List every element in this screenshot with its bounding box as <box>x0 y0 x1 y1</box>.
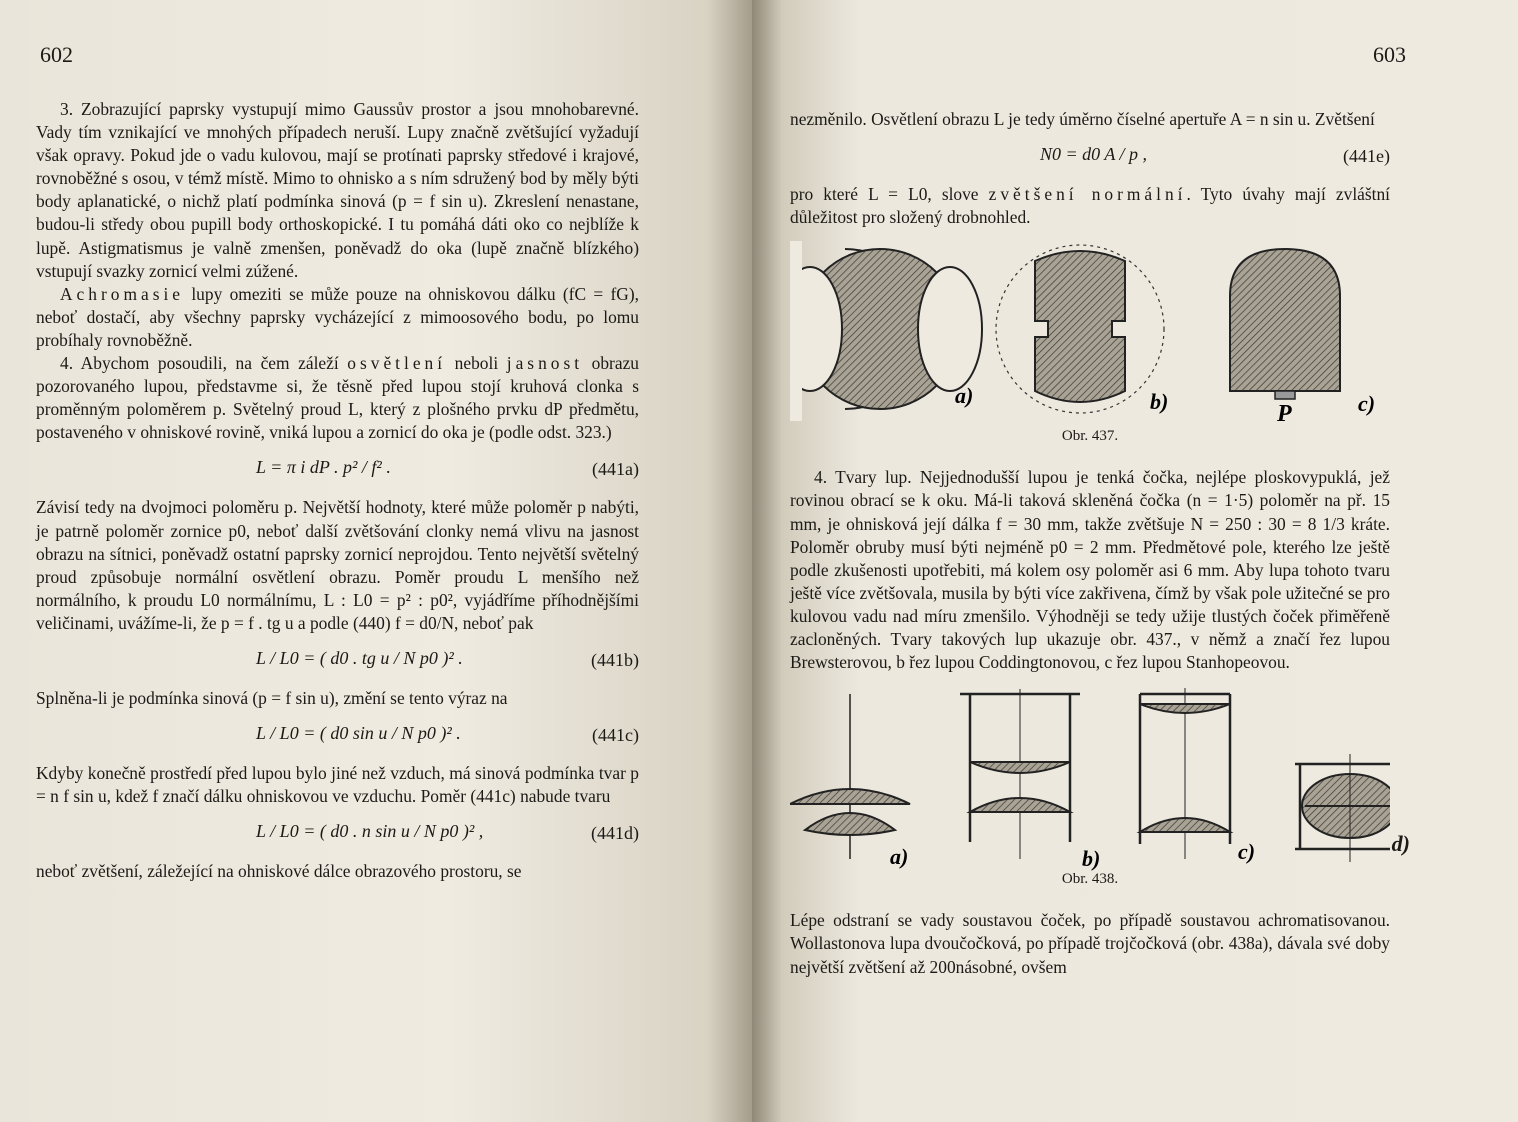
right-text-column <box>790 108 1410 979</box>
paragraph: 4. Abychom posoudili, na čem záleží osvětlení neboli jasnost obrazu pozorovaného lupou, představme si, že těsně před lupou stojí kruhová clonka s proměnným poloměrem p. Světelný proud L, který z plošného prvku dP předmětu, postaveného v ohniskové rovině, vniká lupou a zornicí do oka je (podle odst. 323.) <box>36 353 639 443</box>
equation-body: N0 = d0 A / p , <box>1040 144 1147 165</box>
equation-441a <box>36 444 639 496</box>
fig438-label-a: a) <box>890 844 909 870</box>
equation-tag: (441c) <box>592 725 639 746</box>
paragraph: nezměnilo. Osvětlení obrazu L je tedy úměrno číselné apertuře A = n sin u. Zvětšení <box>790 109 1375 129</box>
equation-441d <box>36 808 639 860</box>
paragraph: Závisí tedy na dvojmoci poloměru p. Největší hodnoty, které může poloměr p nabýti, je patrně poloměr zornice p0, neboť další zvětšování clonky nemá vlivu na jasnost obrazu na sítnici, poněvadž ostatní paprsky zornicí neprojdou. Tento největší světelný proud způsobuje normální osvětlení obrazu. Poměr proudu L menšího než normálního, k proudu L0 normálnímu, L : L0 = p² : p0², vyjádříme příhodnějšími veličinami, uvážíme-li, že p = f . tg u a podle (440) f = d0/N, neboť pak <box>36 497 639 633</box>
paragraph: neboť zvětšení, záležející na ohniskové dálce obrazového prostoru, se <box>36 861 522 882</box>
spaced-term: zvětšení normální <box>988 184 1187 205</box>
spaced-term: jasnost <box>506 353 584 374</box>
fig437-label-c: c) <box>1358 391 1376 417</box>
figure-438-drawing <box>790 684 1390 874</box>
paragraph: Achromasie lupy omeziti se může pouze na ohniskovou dálku (fC = fG), neboť dostačí, aby všechny paprsky vycházející z mimoosového bodu, po lomu probíhaly rovnoběžně. <box>36 283 639 350</box>
paragraph: Kdyby konečně prostředí před lupou bylo jiné než vzduch, má sinová podmínka tvar p = n f sin u, kdež f značí dálku ohniskovou ve vzduchu. Poměr (441c) nabude tvaru <box>36 763 639 807</box>
paragraph: pro které L = L0, slove zvětšení normální. Tyto úvahy mají zvláštní důležitost pro složený drobnohled. <box>790 184 1390 228</box>
right-page <box>752 0 1518 1122</box>
left-text-column <box>36 98 639 883</box>
spaced-term: osvětlení <box>347 353 447 374</box>
figure-caption: Obr. 438. <box>1061 871 1119 888</box>
paragraph: 4. Tvary lup. Nejjednodušší lupou je tenká čočka, nejlépe ploskovypuklá, jež rovinou obrací se k oku. Má-li taková skleněná čočka (n = 1·5) poloměr na př. 15 mm, je ohnisková její dálka f = 30 mm, takže zvětšuje N = 250 : 30 = 8 1/3 kráte. Poloměr obruby musí býti nejméně p0 = 2 mm. Předmětové pole, kterého lze ještě podle zkušenosti upotřebiti, má kolem osy poloměr asi 6 mm. Aby lupa tohoto tvaru ještě více zvětšovala, musila by býti více zakřivena, čímž by však pole užitečné se pro kulovou vadu nad míru zmenšilo. Výhodněji se tedy užije tlustých čoček přiměřeně zacloněných. Tvary takových lup ukazuje obr. 437., v němž a značí řez lupou Brewsterovou, b řez lupou Coddingtonovou, c řez lupou Stanhopeovou. <box>790 467 1390 673</box>
equation-tag: (441a) <box>592 459 639 480</box>
paragraph: Splněna-li je podmínka sinová (p = f sin u), změní se tento výraz na <box>36 687 508 708</box>
equation-tag: (441e) <box>1343 146 1390 167</box>
equation-body: L = π i dP . p² / f² . <box>256 457 391 478</box>
equation-body: L / L0 = ( d0 . n sin u / N p0 )² , <box>256 821 484 842</box>
equation-tag: (441d) <box>591 823 639 844</box>
paragraph: Lépe odstraní se vady soustavou čoček, po případě soustavou achromatisovanou. Wollastonova lupa dvoučočková, po případě trojčočková (obr. 438a), dávala své doby největší zvětšení až 200násobné, ovšem <box>790 910 1390 977</box>
equation-441b <box>36 635 639 687</box>
equation-tag: (441b) <box>591 649 639 670</box>
fig438-label-b: b) <box>1082 846 1101 872</box>
fig437-label-b: b) <box>1150 389 1169 415</box>
paragraph: 3. Zobrazující paprsky vystupují mimo Gaussův prostor a jsou mnohobarevné. Vady tím vznikající ve mnohých případech neruší. Lupy značně zvětšující vyžadují však opravy. Pokud jde o vadu kulovou, mají se protínati paprsky středové i krajové, rovnoběžné s osou, v témž místě. Mimo to ohnisko a s ním sdružený bod by měly býti body aplanatické, o nichž platí podmínka sinová (p = f sin u). Zkreslení nenastane, budou-li středy obou pupill body orthoskopické. I tu pomáhá dáti oko co nejblíže k lupě. Astigmatismus je valně zmenšen, poněvadž do oka (lupě značně blízkého) vstupují svazky zornicí velmi zúžené. <box>36 99 639 281</box>
equation-441e <box>790 131 1390 183</box>
left-page <box>0 0 752 1122</box>
fig438-label-c: c) <box>1238 839 1256 865</box>
figure-437-drawing <box>790 241 1390 421</box>
equation-441c <box>36 710 639 762</box>
fig437-label-a: a) <box>955 383 974 409</box>
figure-caption: Obr. 437. <box>1061 428 1119 445</box>
page-number: 602 <box>40 42 73 67</box>
figure-438 <box>790 684 1410 891</box>
equation-body: L / L0 = ( d0 . tg u / N p0 )² . <box>256 647 463 668</box>
spaced-term: Achromasie <box>60 283 185 304</box>
figure-437 <box>790 241 1390 448</box>
fig438-label-d: d) <box>1391 831 1410 857</box>
equation-body: L / L0 = ( d0 sin u / N p0 )² . <box>256 723 461 744</box>
page-number: 603 <box>1373 42 1406 67</box>
fig437-label-P: P <box>1277 401 1292 422</box>
